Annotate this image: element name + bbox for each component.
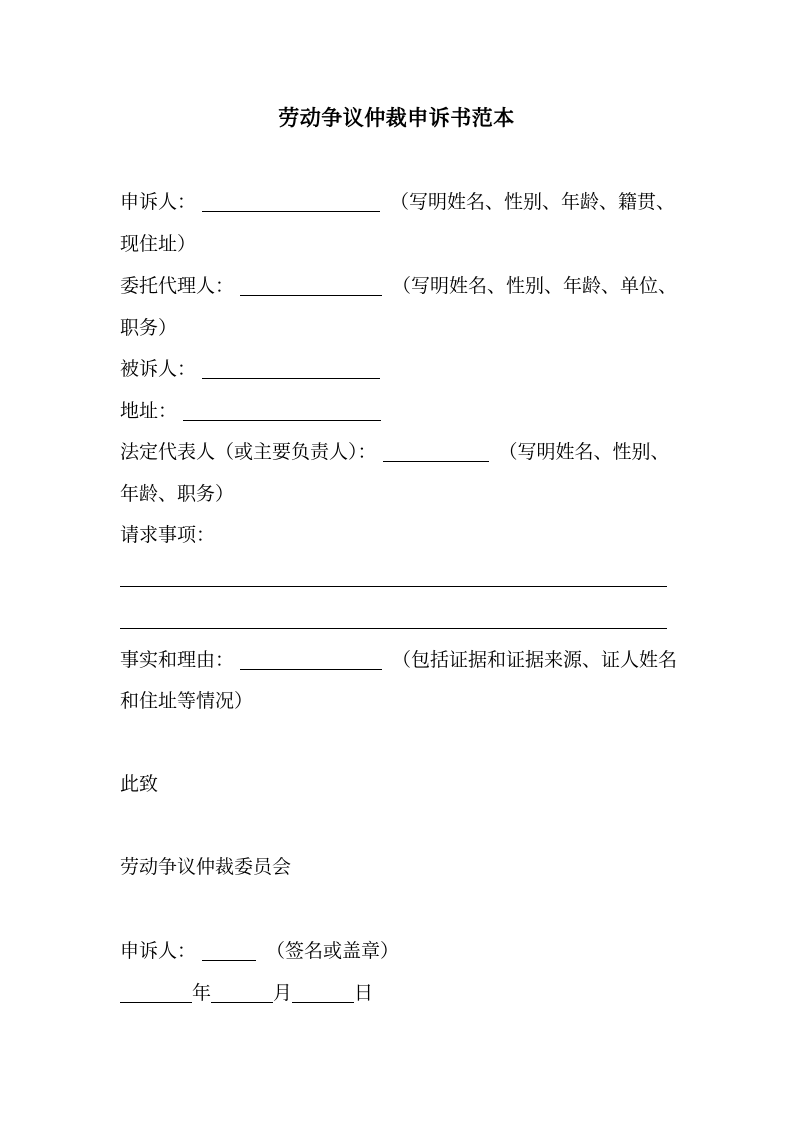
legal-rep-note-cont-line [120, 479, 234, 509]
year-label: 年 [192, 982, 212, 1004]
respondent-line [120, 354, 380, 384]
address-blank[interactable] [183, 398, 381, 421]
complainant-note-cont: 现住址） [120, 233, 197, 255]
respondent-label: 被诉人： [120, 358, 197, 380]
month-label: 月 [273, 982, 293, 1004]
year-blank[interactable] [120, 980, 192, 1003]
address-line [120, 396, 381, 426]
facts-label: 事实和理由： [120, 649, 235, 671]
legal-rep-line [120, 437, 670, 467]
agent-line [120, 271, 677, 301]
day-blank[interactable] [292, 980, 354, 1003]
facts-line [120, 645, 677, 675]
facts-blank[interactable] [240, 647, 382, 670]
complainant-line [120, 187, 675, 217]
requests-rule-1[interactable] [120, 586, 667, 587]
facts-note: （包括证据和证据来源、证人姓名 [392, 649, 678, 671]
complainant-note: （写明姓名、性别、年龄、籍贯、 [390, 191, 676, 213]
recipient: 劳动争议仲裁委员会 [120, 856, 292, 878]
requests-label: 请求事项： [120, 524, 216, 546]
legal-rep-note: （写明姓名、性别、 [498, 441, 670, 463]
complainant-label: 申诉人： [120, 191, 197, 213]
facts-note-cont-line [120, 686, 253, 716]
legal-rep-label: 法定代表人（或主要负责人）： [120, 441, 377, 463]
agent-note-cont-line [120, 313, 177, 343]
complainant-note-cont-line [120, 229, 196, 259]
agent-note-cont: 职务） [120, 317, 178, 339]
facts-note-cont: 和住址等情况） [120, 690, 254, 712]
date-line [120, 978, 373, 1008]
agent-label: 委托代理人： [120, 275, 235, 297]
respondent-blank[interactable] [202, 356, 380, 379]
address-label: 地址： [120, 400, 178, 422]
signature-blank[interactable] [202, 938, 256, 961]
complainant-blank[interactable] [202, 189, 380, 212]
month-blank[interactable] [211, 980, 273, 1003]
signature-label: 申诉人： [120, 940, 197, 962]
agent-blank[interactable] [240, 273, 382, 296]
requests-line [120, 520, 215, 550]
legal-rep-blank[interactable] [383, 439, 489, 462]
requests-rule-2[interactable] [120, 628, 667, 629]
signature-line [120, 936, 399, 966]
document-title: 劳动争议仲裁申诉书范本 [278, 106, 515, 130]
legal-rep-note-cont: 年龄、职务） [120, 483, 235, 505]
agent-note: （写明姓名、性别、年龄、单位、 [392, 275, 678, 297]
day-label: 日 [354, 982, 374, 1004]
signature-note: （签名或盖章） [266, 940, 400, 962]
salutation: 此致 [120, 773, 159, 795]
